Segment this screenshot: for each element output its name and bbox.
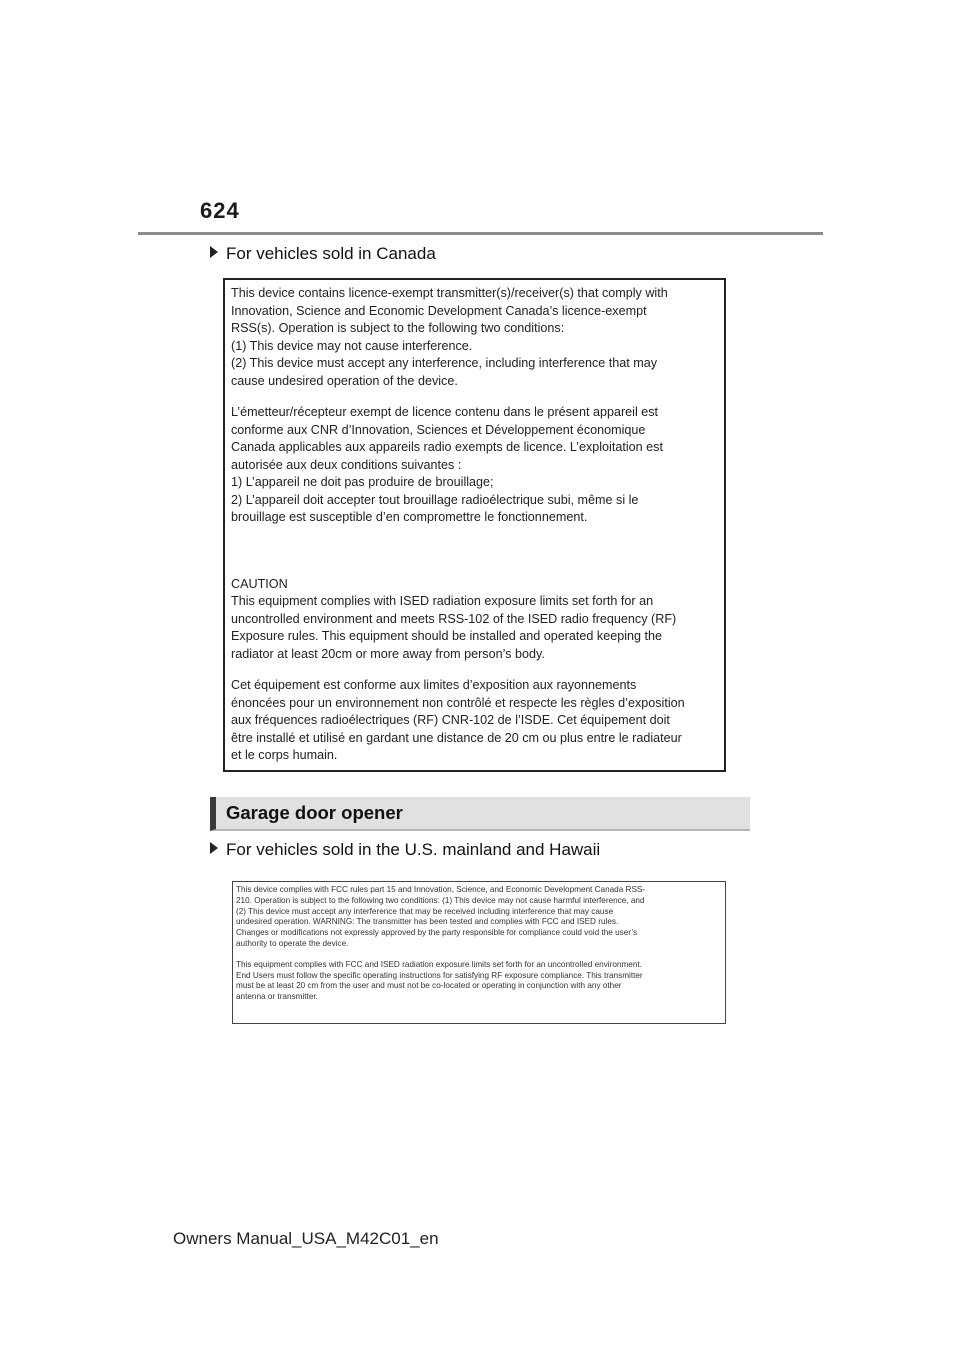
canada-heading-text: For vehicles sold in Canada [226, 244, 436, 263]
section-title-bar [210, 797, 750, 831]
canada-caution-english: CAUTION This equipment complies with ISED radiation exposure limits set forth for an uncontrolled environment and meets RSS-102 of the ISED radio frequency (RF) Exposure rules. This equipment should be installed and operated keeping the radiator at least 20cm or more away from person’s body. [231, 576, 677, 661]
canada-notice-english: This device contains licence-exempt transmitter(s)/receiver(s) that comply with Innovation, Science and Economic Development Canada’s licence-exempt RSS(s). Operation is subject to the following two conditions: (1) This device may not cause interference. (2) This device must accept any interference, including interference that may cause undesired operation of the device. [231, 286, 668, 388]
fcc-notice-para1: This device complies with FCC rules part 15 and Innovation, Science, and Economic Development Canada RSS- 210. Operation is subject to the following two conditions: (1) This device may not cause harmful interference, and (2) This device must accept any interference that may be received including interference that may cause undesired operation. WARNING: The transmitter has been tested and complies with FCC and ISED rules. Changes or modifications not expressly approved by the party responsible for compliance could void the user’s authority to operate the device. [236, 885, 646, 948]
us-heading-text: For vehicles sold in the U.S. mainland and Hawaii [226, 840, 601, 859]
footer-manual-id: Owners Manual_USA_M42C01_en [173, 1229, 439, 1248]
header-rule [138, 232, 823, 235]
section-title: Garage door opener [226, 802, 403, 823]
canada-notice-box [223, 278, 726, 772]
fcc-notice-box [232, 881, 726, 1024]
arrow-right-icon [210, 246, 218, 258]
canada-notice-french: L’émetteur/récepteur exempt de licence contenu dans le présent appareil est conforme aux CNR d’Innovation, Sciences et Développement économique Canada applicables aux appareils radio exempts de licence. L’exploitation est autorisée aux deux conditions suivantes : 1) L’appareil ne doit pas produire de brouillage; 2) L’appareil doit accepter tout brouillage radioélectrique subi, même si le brouillage est susceptible d’en compromettre le fonctionnement. [231, 405, 663, 524]
arrow-right-icon [210, 842, 218, 854]
canada-heading [210, 244, 436, 264]
fcc-notice-para2: This equipment complies with FCC and ISED radiation exposure limits set forth for an uncontrolled environment. End Users must follow the specific operating instructions for satisfying RF exposure compliance. This transmitter must be at least 20 cm from the user and must not be co-located or operating in conjunction with any other antenna or transmitter. [236, 959, 643, 1002]
page-number: 624 [200, 198, 240, 223]
us-heading [210, 840, 600, 860]
canada-caution-french: Cet équipement est conforme aux limites d’exposition aux rayonnements énoncées pour un environnement non contrôlé et respecte les règles d’exposition aux fréquences radioélectriques (RF) CNR-102 de l’ISDE. Cet équipement doit être installé et utilisé en gardant une distance de 20 cm ou plus entre le radiateur et le corps humain. [231, 678, 685, 762]
